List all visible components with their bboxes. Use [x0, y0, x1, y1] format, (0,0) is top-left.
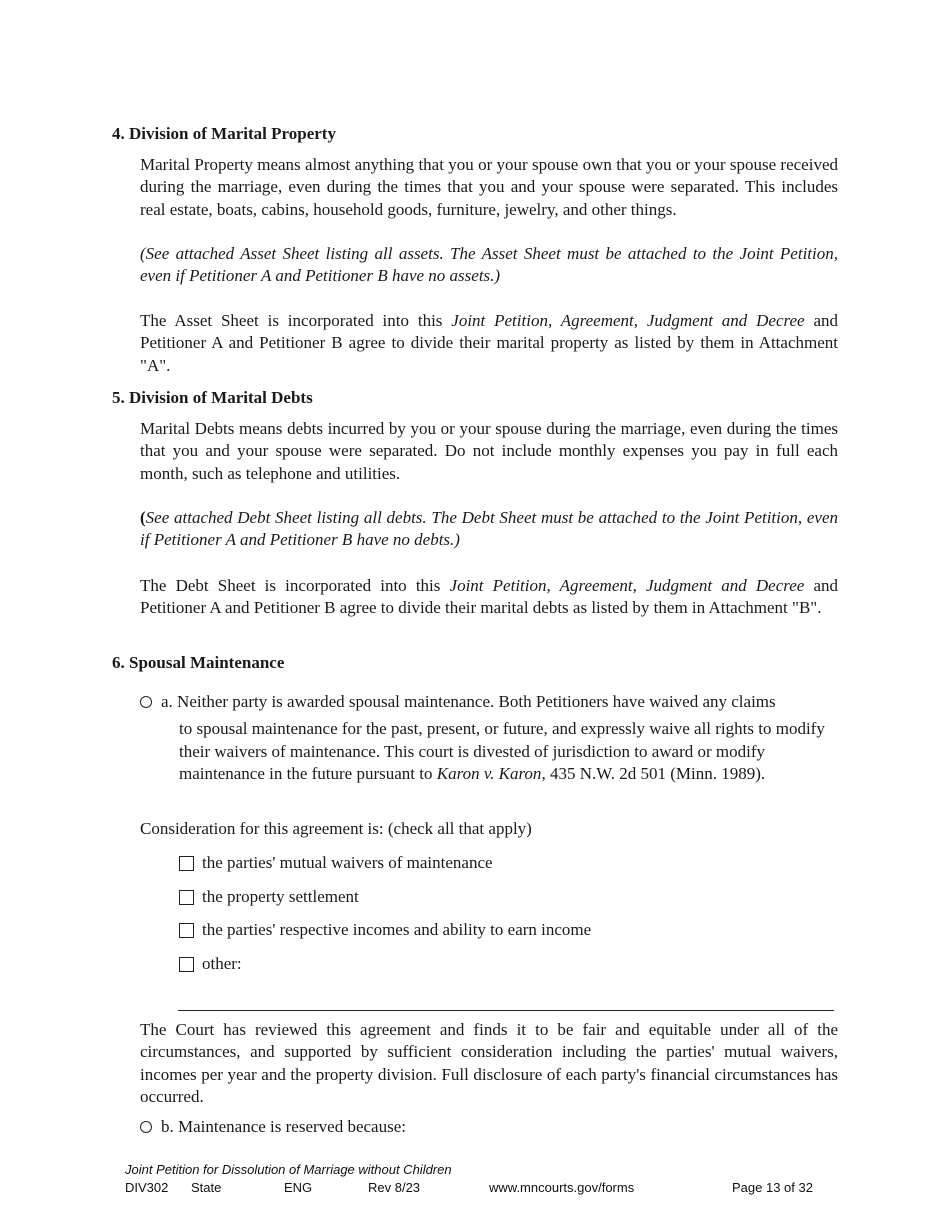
footer-form-number: DIV302 — [125, 1180, 169, 1195]
other-checkbox[interactable] — [179, 957, 194, 972]
section-4-incorporation — [140, 310, 838, 377]
incomes-checkbox[interactable] — [179, 923, 194, 938]
section-5-heading: 5. Division of Marital Debts — [112, 388, 313, 407]
option-a-row[interactable] — [140, 691, 776, 713]
section-5-definition — [140, 418, 838, 485]
other-write-in-line[interactable] — [178, 1010, 834, 1011]
footer-url: www.mncourts.gov/forms — [489, 1180, 635, 1195]
mutual-waivers-label: the parties' mutual waivers of maintenance — [202, 853, 493, 872]
check-row-other[interactable] — [179, 953, 242, 975]
section-5-incorporation-text: The Debt Sheet is incorporated into this Joint Petition, Agreement, Judgment and Decree and Petitioner A and Petitioner B agree to divide their marital debts as listed by them in Attachment "B". — [140, 576, 839, 618]
section-4-heading: 4. Division of Marital Property — [112, 124, 336, 143]
property-settlement-checkbox[interactable] — [179, 890, 194, 905]
section-5-incorporation — [140, 575, 838, 620]
incomes-label: the parties' respective incomes and ability to earn income — [202, 920, 592, 939]
footer-form-title: Joint Petition for Dissolution of Marriage without Children — [125, 1162, 452, 1177]
section-6-heading: 6. Spousal Maintenance — [112, 653, 285, 672]
section-4-definition — [140, 154, 838, 221]
check-row-mutual-waivers[interactable] — [179, 852, 493, 874]
footer-revision: Rev 8/23 — [368, 1180, 421, 1195]
property-settlement-label: the property settlement — [202, 887, 359, 906]
section-5-debt-note-text: (See attached Debt Sheet listing all debts. The Debt Sheet must be attached to the Joint Petition, even if Petitioner A and Petitioner B have no debts.) — [140, 508, 838, 550]
section-5-definition-text: Marital Debts means debts incurred by you or your spouse during the marriage, even during the times that you and your spouse were separated. Do not include monthly expenses you pay in full each month, such as telephone and utilities. — [140, 419, 838, 483]
option-a-details: to spousal maintenance for the past, present, or future, and expressly waive all rights to modify their waivers of maintenance. This court is divested of jurisdiction to award or modify maintenance in the future pursuant to Karon v. Karon, 435 N.W. 2d 501 (Minn. 1989). — [179, 719, 825, 783]
footer-language: ENG — [284, 1180, 313, 1195]
other-label: other: — [202, 954, 242, 973]
option-b-label: b. Maintenance is reserved because: — [161, 1117, 406, 1136]
section-5-debt-note — [140, 507, 838, 552]
footer-page-number: Page 13 of 32 — [732, 1180, 813, 1195]
section-4-asset-note — [140, 243, 838, 288]
section-4-definition-text: Marital Property means almost anything that you or your spouse own that you or your spouse received during the marriage, even during the times that you and your spouse were separated. This includes real estate, boats, cabins, household goods, furniture, jewelry, and other things. — [140, 155, 838, 219]
section-4-asset-note-text: (See attached Asset Sheet listing all assets. The Asset Sheet must be attached to the Joint Petition, even if Petitioner A and Petitioner B have no assets.) — [140, 244, 838, 286]
option-a-label: a. Neither party is awarded spousal maintenance. Both Petitioners have waived any claims — [161, 692, 776, 711]
court-finding-text: The Court has reviewed this agreement and finds it to be fair and equitable under all of the circumstances, and supported by sufficient consideration including the parties' mutual waivers, incomes per year and the property division. Full disclosure of each party's financial circumstances has occurred. — [140, 1020, 838, 1106]
section-4-incorporation-text: The Asset Sheet is incorporated into this Joint Petition, Agreement, Judgment and Decree and Petitioner A and Petitioner B agree to divide their marital property as listed by them in Attachment "A". — [140, 311, 839, 375]
option-a-radio[interactable] — [140, 696, 152, 708]
court-finding — [140, 1019, 838, 1108]
check-row-property-settlement[interactable] — [179, 886, 359, 908]
mutual-waivers-checkbox[interactable] — [179, 856, 194, 871]
consideration-label: Consideration for this agreement is: (check all that apply) — [140, 819, 532, 838]
check-row-incomes[interactable] — [179, 919, 591, 941]
option-b-radio[interactable] — [140, 1121, 152, 1133]
option-b-row[interactable] — [140, 1116, 406, 1138]
footer-state: State — [191, 1180, 222, 1195]
